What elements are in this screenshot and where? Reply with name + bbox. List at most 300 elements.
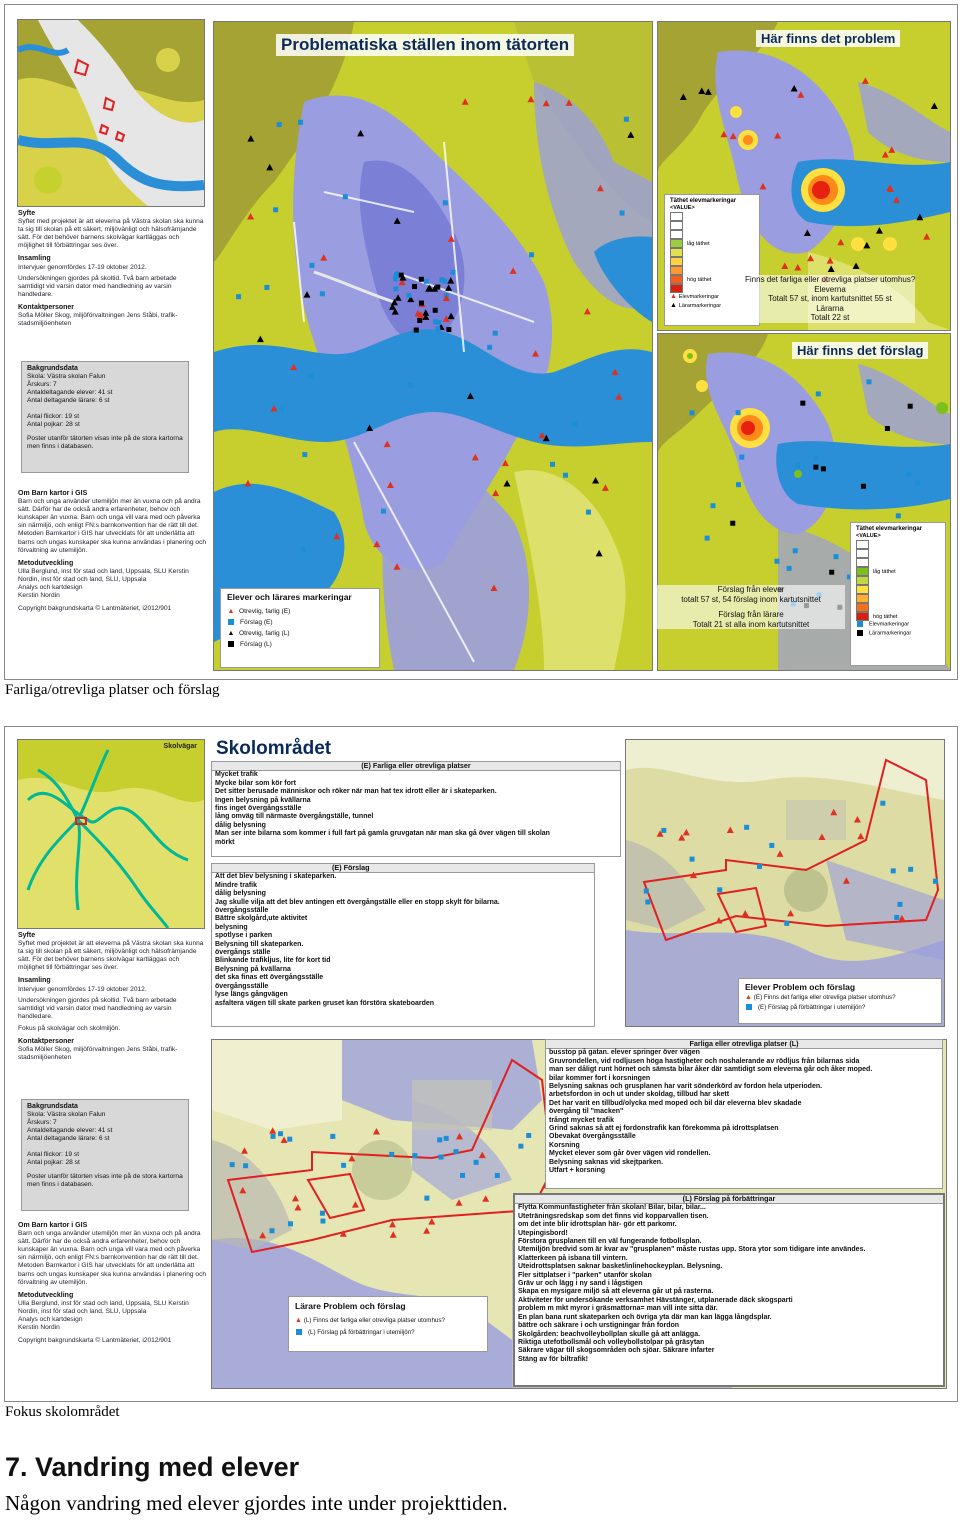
analys-label: Analys och kartdesign: [18, 584, 83, 592]
problem-map-title: Här finns det problem: [756, 30, 900, 47]
teacher-suggestion-marker: [399, 273, 404, 278]
e-forslag-line: Bättre skolgård,ute aktivitet: [215, 915, 308, 923]
e-forslag-box: [211, 863, 595, 1027]
bakgrund-poster-2: Poster utanför tätorten visas inte på de stora kartorna men finns i databasen.: [27, 1173, 183, 1188]
suggestion-marker: [436, 320, 441, 325]
l-forslag-line: Förstora grusplanen till en väl fungerande fotbollsplan.: [518, 1238, 702, 1246]
suggestion-marker: [495, 1173, 500, 1178]
suggestion-marker: [412, 1153, 417, 1158]
e-forslag-header: (E) Förslag: [212, 864, 594, 873]
inset-label: Skolvägar: [163, 743, 197, 750]
swatch-b6: [856, 585, 869, 594]
insamling-text-2: Undersökningen gjordes på skoltid. Två barn arbetade samtidigt vid varsin dator med handledning av varsin handledare.: [18, 274, 177, 298]
section-body: Någon vandring med elever gjordes inte under projekttiden.: [5, 1491, 508, 1515]
elever-problem-icon: ▲: [745, 994, 754, 1001]
l-forslag-line: Stäng av för biltrafik!: [518, 1355, 589, 1363]
suggestion-stats-larare-total: Totalt 21 st alla inom kartutsnittet: [692, 619, 810, 629]
elever-suggestion-icon: [746, 1004, 752, 1010]
metod-heading: Metodutveckling: [18, 559, 74, 567]
swatch-6: [670, 257, 683, 266]
syfte-heading: Syfte: [18, 210, 36, 217]
analys-name: Kerstin Nordin: [18, 592, 60, 600]
e-farliga-line: dålig belysning: [215, 821, 266, 829]
bakgrund-pojkar-2: Antal pojkar: 28 st: [27, 1159, 80, 1166]
suggestion-marker: [915, 480, 920, 485]
suggestion-marker: [320, 1219, 325, 1224]
larare-legend-item-2: (L) Förslag på förbättringar i utemiljön?: [308, 1329, 415, 1336]
suggestion-marker: [301, 547, 306, 552]
suggestion-marker: [320, 291, 325, 296]
l-forslag-line: Flytta Kommunfastigheter från skolan! Bilar, bilar, bilar...: [518, 1204, 706, 1212]
suggestion-marker: [891, 868, 896, 873]
info-column-lower-2: [18, 1217, 208, 1345]
suggestion-marker: [278, 1131, 283, 1136]
suggestion-marker: [302, 452, 307, 457]
info-column-2: [18, 927, 204, 1062]
l-forslag-line: En plan bana runt skateparken och övriga yta där man kan lägga långdsplar.: [518, 1313, 772, 1321]
suggestion-marker: [526, 1133, 531, 1138]
insamling-text-2b: Intervjuer genomfördes 17-19 oktober 2012.: [18, 985, 147, 993]
suggestion-marker: [769, 843, 774, 848]
l-farliga-header: Farliga eller otrevliga platser (L): [546, 1040, 942, 1049]
skolvagar-inset-map: [17, 739, 205, 929]
suggestion-marker: [717, 887, 722, 892]
swatch-9: [670, 284, 683, 293]
suggestion-marker: [271, 1134, 276, 1139]
e-forslag-line: belysning: [215, 923, 248, 931]
l-farliga-line: Korsning: [549, 1141, 580, 1149]
teacher-suggestion-marker: [433, 308, 438, 313]
suggestion-marker: [736, 482, 741, 487]
swatch-b9: [856, 612, 869, 621]
l-forslag-line: problem m mkt myror i gräsmattorna= man vill inte sitta där.: [518, 1305, 718, 1313]
swatch-2: [670, 221, 683, 230]
teacher-suggestion-marker: [908, 404, 913, 409]
kontakt-heading-2: Kontaktpersoner: [18, 1038, 75, 1046]
l-forslag-header: (L) Förslag på förbättringar: [515, 1195, 943, 1204]
suggestion-marker: [439, 1155, 444, 1160]
larare-legend: [288, 1296, 488, 1352]
l-farliga-line: man ser dåligt runt hörnet och sämsta bilar åker där samtidigt som eleverna går och åker moped.: [549, 1066, 873, 1074]
teacher-suggestion-marker: [419, 277, 424, 282]
insamling-text-2c: Undersökningen gjordes på skoltid. Två barn arbetade samtidigt vid varsin dator med handledning av varsin handledare.: [18, 996, 177, 1020]
legend-item-3: Otrevlig, farlig (L): [239, 630, 290, 637]
suggestion-marker: [897, 902, 902, 907]
suggestion-marker: [908, 867, 913, 872]
e-forslag-line: Blinkande trafikljus, lite för kort tid: [215, 957, 331, 965]
teacher-suggestion-marker: [414, 328, 419, 333]
bakgrund-elever-2: Antaldeltagande elever: 41 st: [27, 1127, 113, 1134]
suggestion-marker: [451, 270, 456, 275]
l-farliga-lines: [546, 1049, 942, 1175]
l-farliga-line: övergång til "macken": [549, 1108, 624, 1116]
bakgrund-flickor: Antal flickor: 19 st: [27, 413, 80, 420]
l-forslag-line: Uteidrottsplatsen saknar basket/inlinehockeyplan. Belysning.: [518, 1263, 723, 1271]
suggestion-marker: [705, 536, 710, 541]
metod-text: Ulla Berglund, inst för stad och land, Uppsala, SLU Kerstin Nordin, inst för stad och land, SLU, Uppsala: [18, 567, 189, 583]
l-forslag-line: Säkrare vägar till skogsområden och sjöar. Säkrare infarter: [518, 1347, 715, 1355]
suggestion-marker: [273, 207, 278, 212]
problem-stats-elever: Eleverna: [814, 284, 846, 294]
l-farliga-line: Det har varit en tillbud/olycka med moped och bil där eleverna blev skadade: [549, 1099, 802, 1107]
density-legend-top-title: Täthet elevmarkeringar: [670, 198, 737, 204]
teacher-suggestion-marker: [419, 301, 424, 306]
l-forslag-line: Utemiljön bredvid som är kvar av "grusplanen" måste rustas upp. Stora ytor som tidigare inte användes.: [518, 1246, 866, 1254]
teacher-suggestion-marker: [412, 284, 417, 289]
info-column-lower: [18, 485, 208, 613]
swatch-b5: [856, 576, 869, 585]
swatch-b2: [856, 549, 869, 558]
teacher-suggestion-marker: [821, 466, 826, 471]
teacher-square-icon: [857, 630, 863, 636]
om-text-2: Barn och unga använder utemiljön mer än vuxna och på andra sätt. Därför har de också andra erfarenheter, behov och kunskaper än vuxna. Barn och unga vill vara med och påverka sin närmiljö, och enligt FN:s barnkonvention har de rätt till det. Metoden Barnkartor i GIS har utvecklats för att underlätta att barns och ungas kunskaper ska kunna användas i planering och förvaltning av utemiljön.: [18, 1230, 207, 1286]
suggestion-marker: [408, 382, 413, 387]
suggestion-marker: [424, 279, 429, 284]
figure2-caption: Fokus skolområdet: [5, 1404, 120, 1420]
suggestion-marker: [279, 407, 284, 412]
teacher-suggestion-marker: [730, 521, 735, 526]
legend-item-4: Förslag (L): [240, 641, 272, 648]
suggestion-stats-elever-total: totalt 57 st, 54 förslag inom kartutsnittet: [681, 594, 821, 604]
teacher-suggestion-marker: [800, 401, 805, 406]
bakgrund-larare-2: Antal deltagande lärare: 6 st: [27, 1135, 110, 1142]
l-forslag-line: Utepingisbord!: [518, 1229, 568, 1237]
om-text: Barn och unga använder utemiljön mer än vuxna och på andra sätt. Därför har de också andra erfarenheter, behov och kunskaper än vuxna. Barn och unga vill vara med och påverka sin närmiljö, och enligt FN:s barnkonvention har de rätt till det. Metoden Barnkartor i GIS har utvecklats för att underlätta att barns och ungas kunskaper ska kunna användas i planering och förvaltning av utemiljön.: [18, 498, 207, 554]
e-forslag-line: övergångs ställe: [215, 949, 271, 957]
kontakt-text: Sofia Möller Skog, miljöförvaltningen Jens Ståbi, trafik- stadsmiljöenheten: [18, 312, 178, 328]
e-forslag-line: asfaltera vägen till skate parken gruset kan förstöra skateboarden: [215, 999, 435, 1007]
suggestion-marker: [394, 271, 399, 276]
suggestion-marker: [813, 456, 818, 461]
suggestion-marker: [309, 263, 314, 268]
overview-inset-map: [17, 19, 205, 207]
e-farliga-line: mörkt: [215, 838, 235, 846]
metod-heading-2: Metodutveckling: [18, 1291, 74, 1299]
suggestion-marker: [443, 200, 448, 205]
figure1-caption: Farliga/otrevliga platser och förslag: [5, 682, 220, 698]
suggestion-student-square-icon: [228, 619, 234, 625]
suggestion-marker: [288, 1221, 293, 1226]
swatch-b8: [856, 603, 869, 612]
suggestion-marker: [795, 463, 800, 468]
l-farliga-line: Utfart + korsning: [549, 1167, 606, 1175]
suggestion-marker: [586, 510, 591, 515]
suggestion-marker: [644, 889, 649, 894]
problem-teacher-triangle-icon: ▲: [227, 630, 235, 637]
figure-problem-map: [4, 4, 958, 680]
l-farliga-line: Belysning saknas och grusplanen har varit sönderkörd av fordon hela utperioden.: [549, 1083, 823, 1091]
e-farliga-line: lång omväg till närmaste övergångställe, tunnel: [215, 813, 374, 821]
bakgrund-pojkar: Antal pojkar: 28 st: [27, 421, 80, 428]
teacher-marker-icon: ▲: [670, 302, 679, 309]
suggestion-marker: [341, 1163, 346, 1168]
l-forslag-line: Gräv ur och lägg i ny sand i lågstigen: [518, 1280, 643, 1288]
insamling-heading-2: Insamling: [18, 977, 51, 985]
main-map-legend: [220, 588, 380, 668]
suggestion-marker: [518, 1144, 523, 1149]
suggestion-marker: [816, 391, 821, 396]
e-farliga-line: Det sitter berusade människor och röker när man hat tex idrott eller är i skateparken.: [215, 788, 497, 796]
syfte-text-2: Syftet med projektet är att eleverna på Västra skolan ska kunna ta sig till skolan på ett säkert, miljövänligt och hälsofrämjande sätt. För det behöver barnens skolvägar kartläggas och möjlighet till förbättringar ses över.: [18, 940, 204, 972]
student-square-icon: [857, 621, 863, 627]
suggestion-marker: [230, 1162, 235, 1167]
l-forslag-box: [513, 1193, 945, 1387]
l-farliga-line: trångt mycket trafik: [549, 1116, 614, 1124]
suggestion-marker: [330, 1134, 335, 1139]
bakgrund-skola: Skola: Västra skolan Falun: [27, 373, 106, 380]
suggestion-marker: [793, 548, 798, 553]
problem-stats-elever-total: Totalt 57 st, inom kartutsnittet 55 st: [768, 294, 892, 303]
problem-student-triangle-icon: ▲: [227, 608, 235, 615]
e-forslag-line: övergångsställe: [215, 907, 269, 915]
elever-aerial-map: [625, 739, 945, 1027]
suggestion-marker: [320, 1211, 325, 1216]
suggestion-marker: [784, 921, 789, 926]
density-bottom-high: hög täthet: [873, 613, 898, 620]
suggestion-marker: [866, 379, 871, 384]
suggestion-marker: [563, 473, 568, 478]
e-farliga-lines: [212, 771, 620, 847]
l-farliga-line: Belysning saknas vid skejtparken.: [549, 1158, 663, 1166]
l-forslag-line: Skapa en mysigare miljö så att eleverna går ut på rasterna.: [518, 1288, 714, 1296]
syfte-text: Syftet med projektet är att eleverna på Västra skolan ska kunna ta sig till skolan på ett säkert, miljövänligt och hälsofrämjande sätt. För det behöver barnens skolvägar kartläggas och möjlighet till förbättringar ses över.: [18, 218, 204, 250]
suggestion-marker: [933, 879, 938, 884]
insamling-heading: Insamling: [18, 255, 51, 263]
teacher-suggestion-marker: [813, 465, 818, 470]
suggestion-marker: [474, 1160, 479, 1165]
e-farliga-box: [211, 761, 621, 857]
suggestion-teacher-square-icon: [228, 641, 234, 647]
suggestion-marker: [435, 326, 440, 331]
swatch-b7: [856, 594, 869, 603]
suggestion-marker: [661, 828, 666, 833]
suggestion-stats: [657, 585, 845, 629]
l-farliga-line: bilar kommer fort i korsningen: [549, 1074, 651, 1082]
metod-text-2: Ulla Berglund, inst för stad och land, Uppsala, SLU Kerstin Nordin, inst för stad och land, SLU, Uppsala: [18, 1299, 189, 1315]
suggestion-marker: [757, 864, 762, 869]
suggestion-marker: [529, 252, 534, 257]
larare-suggestion-icon: [296, 1329, 302, 1335]
elever-legend-title: Elever Problem och förslag: [745, 982, 856, 992]
swatch-5: [670, 248, 683, 257]
student-marker-icon: ▲: [670, 293, 679, 300]
bakgrund-poster: Poster utanför tätorten visas inte på de stora kartorna men finns i databasen.: [27, 435, 183, 450]
suggestion-marker: [393, 286, 398, 291]
suggestion-marker: [711, 503, 716, 508]
suggestion-marker: [739, 455, 744, 460]
suggestion-marker: [298, 120, 303, 125]
larare-problem-icon: ▲: [295, 1317, 304, 1324]
main-town-map: [213, 21, 653, 671]
elever-legend-item-2: (E) Förslag på förbättringar i utemiljön?: [758, 1004, 866, 1011]
section-heading: 7. Vandring med elever: [5, 1452, 300, 1482]
e-forslag-line: Belysning på kvällarna: [215, 965, 291, 973]
suggestion-marker: [277, 122, 282, 127]
copyright: Copyright bakgrundskarta © Lantmäteriet, i2012/901: [18, 605, 172, 613]
om-heading: Om Barn kartor i GIS: [18, 490, 88, 497]
syfte-heading-2: Syfte: [18, 932, 36, 939]
suggestion-marker: [620, 210, 625, 215]
skolomradet-title: Skolområdet: [216, 738, 332, 759]
suggestion-marker: [744, 825, 749, 830]
density-bottom-sym1: Elevmarkeringar: [869, 621, 910, 628]
larare-legend-title: Lärare Problem och förslag: [295, 1301, 406, 1311]
suggestion-marker: [270, 1228, 275, 1233]
swatch-b4: [856, 567, 869, 576]
density-bottom-sym2: Lärarmarkeringar: [869, 630, 912, 637]
bakgrund-skola-2: Skola: Västra skolan Falun: [27, 1111, 106, 1118]
e-farliga-line: Man ser inte bilarna som kommer i full fart på gamla gruvgatan när man ska gå över vägen till skolan: [215, 830, 550, 838]
swatch-3: [670, 230, 683, 239]
density-high-label: hög täthet: [687, 276, 712, 283]
e-forslag-line: Belysning till skateparken.: [215, 940, 304, 948]
e-farliga-header: (E) Farliga eller otrevliga platser: [212, 762, 620, 771]
l-forslag-line: om det inte blir idrottsplan här- gör ett parkomr.: [518, 1221, 677, 1229]
suggestion-map-title: Här finns det förslag: [792, 342, 928, 359]
suggestion-marker: [833, 554, 838, 559]
bakgrundsdata-box: [21, 361, 189, 473]
suggestion-marker: [381, 509, 386, 514]
fokus-text: Fokus på skolvägar och skolmiljön.: [18, 1024, 121, 1032]
e-forslag-line: Att det blev belysning i skateparken.: [215, 873, 337, 881]
legend-item-2: Förslag (E): [240, 619, 273, 626]
swatch-b3: [856, 558, 869, 567]
elever-legend: [738, 978, 942, 1024]
problem-stats: [745, 275, 915, 323]
suggestion-marker: [287, 1137, 292, 1142]
density-legend-bottom-value: <VALUE>: [856, 533, 881, 539]
suggestion-marker: [442, 279, 447, 284]
l-forslag-line: Aktiviteter för undersökande verksamhet Hävstänger, utplanerade däck skogsparti: [518, 1296, 793, 1304]
info-column: [18, 205, 204, 328]
swatch-b1: [856, 540, 869, 549]
suggestion-marker: [343, 194, 348, 199]
suggestion-marker: [236, 294, 241, 299]
e-farliga-line: fins inget övergångsställe: [215, 805, 302, 813]
teacher-suggestion-marker: [829, 570, 834, 575]
suggestion-marker: [424, 1196, 429, 1201]
teacher-suggestion-marker: [435, 285, 440, 290]
suggestion-marker: [896, 513, 901, 518]
kontakt-heading: Kontaktpersoner: [18, 303, 75, 311]
swatch-7: [670, 266, 683, 275]
suggestion-marker: [774, 559, 779, 564]
l-farliga-line: busstop på gatan. elever springer över vägen: [549, 1049, 700, 1057]
swatch-4: [670, 239, 683, 248]
density-legend-bottom-title: Täthet elevmarkeringar: [856, 526, 923, 532]
swatch-1: [670, 212, 683, 221]
l-forslag-line: Fler sittplatser i "parken" utanför skolan: [518, 1271, 652, 1279]
density-sym1: Elevmarkeringar: [678, 294, 719, 300]
density-sym2: Lärarmarkeringar: [678, 303, 722, 309]
suggestion-stats-elever: Förslag från elever: [717, 585, 785, 594]
e-forslag-line: lyse längs gångvägen: [215, 991, 288, 999]
density-legend-bottom: [850, 522, 946, 666]
density-low-label: låg täthet: [687, 240, 710, 247]
larare-legend-item-1: (L) Finns det farliga eller otrevliga platser utomhus?: [303, 1317, 445, 1324]
om-heading-2: Om Barn kartor i GIS: [18, 1222, 88, 1229]
analys-name-2: Kerstin Nordin: [18, 1324, 60, 1332]
e-forslag-lines: [212, 873, 594, 1008]
problem-stats-q: Finns det farliga eller otrevliga platser utomhus?: [745, 275, 916, 284]
suggestion-marker: [880, 801, 885, 806]
l-forslag-line: Uteträningsredskap som det finns vid kopparvallen tisen.: [518, 1212, 709, 1220]
l-farliga-box: [545, 1039, 943, 1189]
suggestion-marker: [787, 566, 792, 571]
analys-label-2: Analys och kartdesign: [18, 1316, 83, 1324]
suggestion-marker: [308, 373, 313, 378]
e-forslag-line: spotlyse i parken: [215, 932, 273, 940]
suggestion-marker: [624, 117, 629, 122]
kontakt-text-2: Sofia Möller Skog, miljöförvaltningen Jens Ståbi, trafik- stadsmiljöenheten: [18, 1046, 178, 1062]
bakgrund-arskurs: Årskurs: 7: [27, 381, 57, 388]
elever-legend-item-1: (E) Finns det farliga eller otrevliga platser utomhus?: [753, 994, 896, 1001]
suggestion-marker: [393, 276, 398, 281]
suggestion-marker: [645, 899, 650, 904]
teacher-suggestion-marker: [417, 318, 422, 323]
main-map-title: Problematiska ställen inom tätorten: [276, 34, 574, 56]
l-forslag-line: Klatterkeen på isbana till vintern.: [518, 1254, 628, 1262]
e-forslag-line: dålig belysning: [215, 890, 266, 898]
e-forslag-line: det ska finas ett övergångsställe: [215, 974, 324, 982]
teacher-suggestion-marker: [446, 327, 451, 332]
l-farliga-line: Grind saknas så att ej fordonstrafik kan förekomma på idrottsplatsen: [549, 1125, 779, 1133]
density-legend-top-value: <VALUE>: [670, 205, 695, 211]
bakgrund-arskurs-2: Årskurs: 7: [27, 1119, 57, 1126]
suggestion-marker: [460, 1173, 465, 1178]
suggestion-marker: [444, 1136, 449, 1141]
suggestion-marker: [550, 462, 555, 467]
problem-stats-larare-total: Totalt 22 st: [810, 313, 850, 322]
suggestion-marker: [487, 345, 492, 350]
problem-stats-larare: Lärarna: [816, 303, 844, 313]
e-farliga-line: Mycket trafik: [215, 771, 258, 779]
l-farliga-line: Obevakat övergångsställe: [549, 1133, 636, 1141]
bakgrund-title: Bakgrundsdata: [27, 365, 78, 372]
l-forslag-line: bättre och säkrare i och urstigningar från fordon: [518, 1322, 680, 1330]
bakgrund-flickor-2: Antal flickor: 19 st: [27, 1151, 80, 1158]
e-forslag-line: Mindre trafik: [215, 881, 258, 889]
e-forslag-line: Jag skulle vilja att det blev antingen ett övergångställe eller en stopp skylt för bilarna.: [215, 898, 500, 906]
bakgrund-title-2: Bakgrundsdata: [27, 1103, 78, 1110]
suggestion-marker: [689, 410, 694, 415]
l-forslag-lines: [515, 1204, 943, 1364]
suggestion-stats-larare: Förslag från lärare: [718, 610, 784, 619]
l-forslag-line: Skolgården: beachvolleybollplan skulle gå att anlägga.: [518, 1330, 701, 1338]
suggestion-marker: [736, 410, 741, 415]
suggestion-marker: [389, 1152, 394, 1157]
suggestion-marker: [690, 857, 695, 862]
legend-title: Elever och lärares markeringar: [227, 592, 352, 602]
suggestion-marker: [572, 422, 577, 427]
insamling-text: Intervjuer genomfördes 17-19 oktober 2012.: [18, 263, 147, 271]
l-farliga-line: Mycket elever som går över vägen vid rondellen.: [549, 1150, 711, 1158]
suggestion-marker: [437, 1137, 442, 1142]
density-bottom-low: låg täthet: [873, 568, 896, 575]
bakgrund-elever: Antaldeltagande elever: 41 st: [27, 389, 113, 396]
legend-item-1: Otrevlig, farlig (E): [239, 608, 291, 615]
l-forslag-line: Riktiga utefotbollsmål och volleybollstolpar på gräsytan: [518, 1338, 705, 1346]
figure-school-area: [4, 726, 958, 1402]
suggestion-marker: [243, 1163, 248, 1168]
suggestion-marker: [264, 285, 269, 290]
teacher-suggestion-marker: [861, 484, 866, 489]
suggestion-marker: [493, 331, 498, 336]
suggestion-marker: [406, 293, 411, 298]
bakgrundsdata-box-2: [21, 1099, 189, 1211]
swatch-8: [670, 275, 683, 284]
suggestion-marker: [894, 915, 899, 920]
